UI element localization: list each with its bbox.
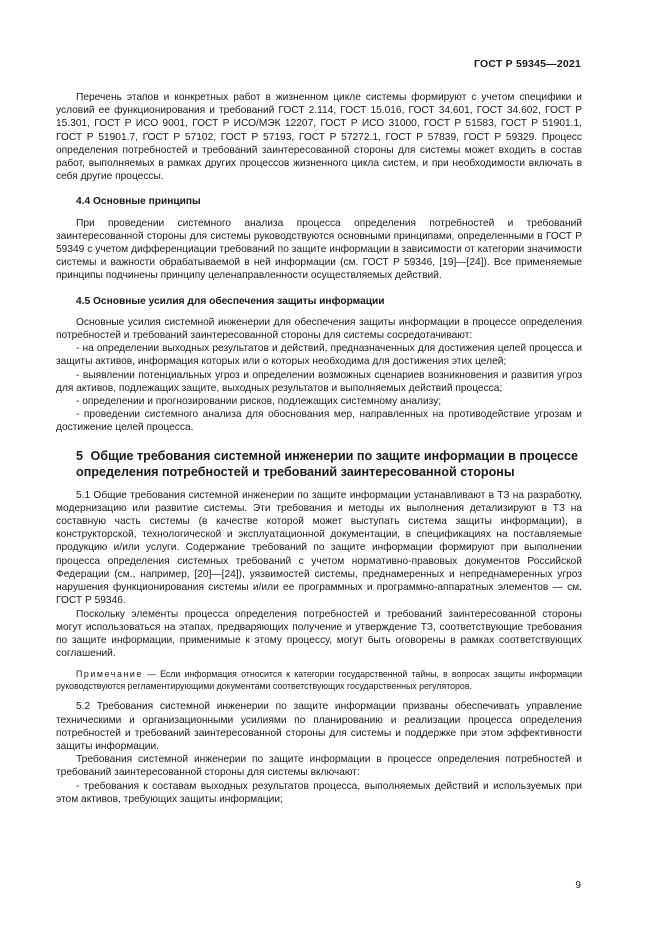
page-body [56,91,582,806]
section-number: 5 [76,448,84,463]
list-item: - выявлении потенциальных угроз и определении возможных сценариев возникновения и развития угроз для активов, подлежащих защите, выходных результатов и выполняемых действий процесса; [56,369,582,394]
note [56,668,582,692]
paragraph-5-1-continued: Поскольку элементы процесса определения потребностей и требований заинтересованной стороны могут использоваться на этапах, предваряющих получение и утверждение ТЗ, соответствующие требования по защите информации, применимые к этому процессу, могут быть оговорены в рамках соответствующих соглашений. [56,608,582,660]
note-text: — Если информация относится к категории государственной тайны, в вопросах защиты информации руководствуются регламентирующими документами соответствующих государственных регуляторов. [56,669,582,692]
note-label: Примечание [76,669,143,680]
paragraph-5-2-continued: Требования системной инженерии по защите информации в процессе определения потребностей и требований заинтересованной стороны для системы включают: [56,754,582,779]
document-code-header: ГОСТ Р 59345—2021 [473,58,581,70]
section-title-text: Общие требования системной инженерии по защите информации в процессе определения потребностей и требований заинтересованной стороны [76,448,578,479]
paragraph-5-2: 5.2 Требования системной инженерии по защите информации призваны обеспечивать управление техническими и организационными усилиями по планированию и реализации процесса определения потребностей и требований заинтересованной стороны для системы и поддержке при этом эффективности защиты информации. [56,701,582,752]
list-item: - определении и прогнозировании рисков, подлежащих системному анализу; [76,396,442,408]
section-5-title [76,448,582,480]
subsection-4-4-text: При проведении системного анализа процесса определения потребностей и требований заинтересованной стороны для системы руководствуются основными принципами, определенными в ГОСТ Р 59349 с учетом дифференциации требований по защите информации в зависимости от категории значимости системы и важности обрабатываемой в ней информации (см. ГОСТ Р 59346, [19]—[24]). Все применяемые принципы подчинены принципу целенаправленности осуществляемых действий. [56,217,582,282]
page-number: 9 [575,880,581,891]
list-item: - требования к составам выходных результатов процесса, выполняемых действий и используемых при этом активов, требующих защиты информации; [56,780,582,805]
paragraph-5-1: 5.1 Общие требования системной инженерии по защите информации устанавливают в ТЗ на разработку, модернизацию или развитие системы. Эти требования и методы их выполнения детализируют в ТЗ на составную часть системы (в качестве которой может выступать система защиты информации), в конструкторской, технологической и эксплуатационной документации, в спецификациях на поставляемые продукцию и/или услуги. Содержание требований по защите информации формируют при выполнении процесса определения системных требований с учетом нормативно-правовых документов Российской Федерации (см., например, [20]—[24]), уязвимостей системы, преднамеренных и непреднамеренных угроз нарушения функционирования системы и/или ее программных и программно-аппаратных элементов — см. ГОСТ Р 59346. [56,489,582,607]
list-item: - на определении выходных результатов и действий, предназначенных для достижения целей процесса и защиты активов, информация которых или о которых необходима для достижения этих целей; [56,343,582,368]
subsection-4-4-title: 4.4 Основные принципы [76,196,201,208]
subsection-4-5-lead: Основные усилия системной инженерии для обеспечения защиты информации в процессе определения потребностей и требований заинтересованной стороны для системы сосредотачивают: [56,316,582,342]
intro-paragraph: Перечень этапов и конкретных работ в жизненном цикле системы формируют с учетом специфики и условий ее функционирования и требований ГОСТ 2.114, ГОСТ 15.016, ГОСТ 34.601, ГОСТ 34.602, ГОСТ Р 15.301, ГОСТ Р ИСО 9001, ГОСТ Р ИСО/МЭК 12207, ГОСТ Р ИСО 31000, ГОСТ Р 51583, ГОСТ Р 51901.1, ГОСТ Р 51901.7, ГОСТ Р 57102, ГОСТ Р 57193, ГОСТ Р 57272.1, ГОСТ Р 57839, ГОСТ Р 59329. Процесс определения потребностей и требований заинтересованной стороны для системы может входить в состав работ, выполняемых в рамках других процессов жизненного цикла систем, и при необходимости включать в себя другие процессы. [56,92,582,183]
subsection-4-5-title: 4.5 Основные усилия для обеспечения защиты информации [76,295,385,307]
list-item: - проведении системного анализа для обоснования мер, направленных на противодействие угрозам и достижение целей процесса. [56,409,582,434]
